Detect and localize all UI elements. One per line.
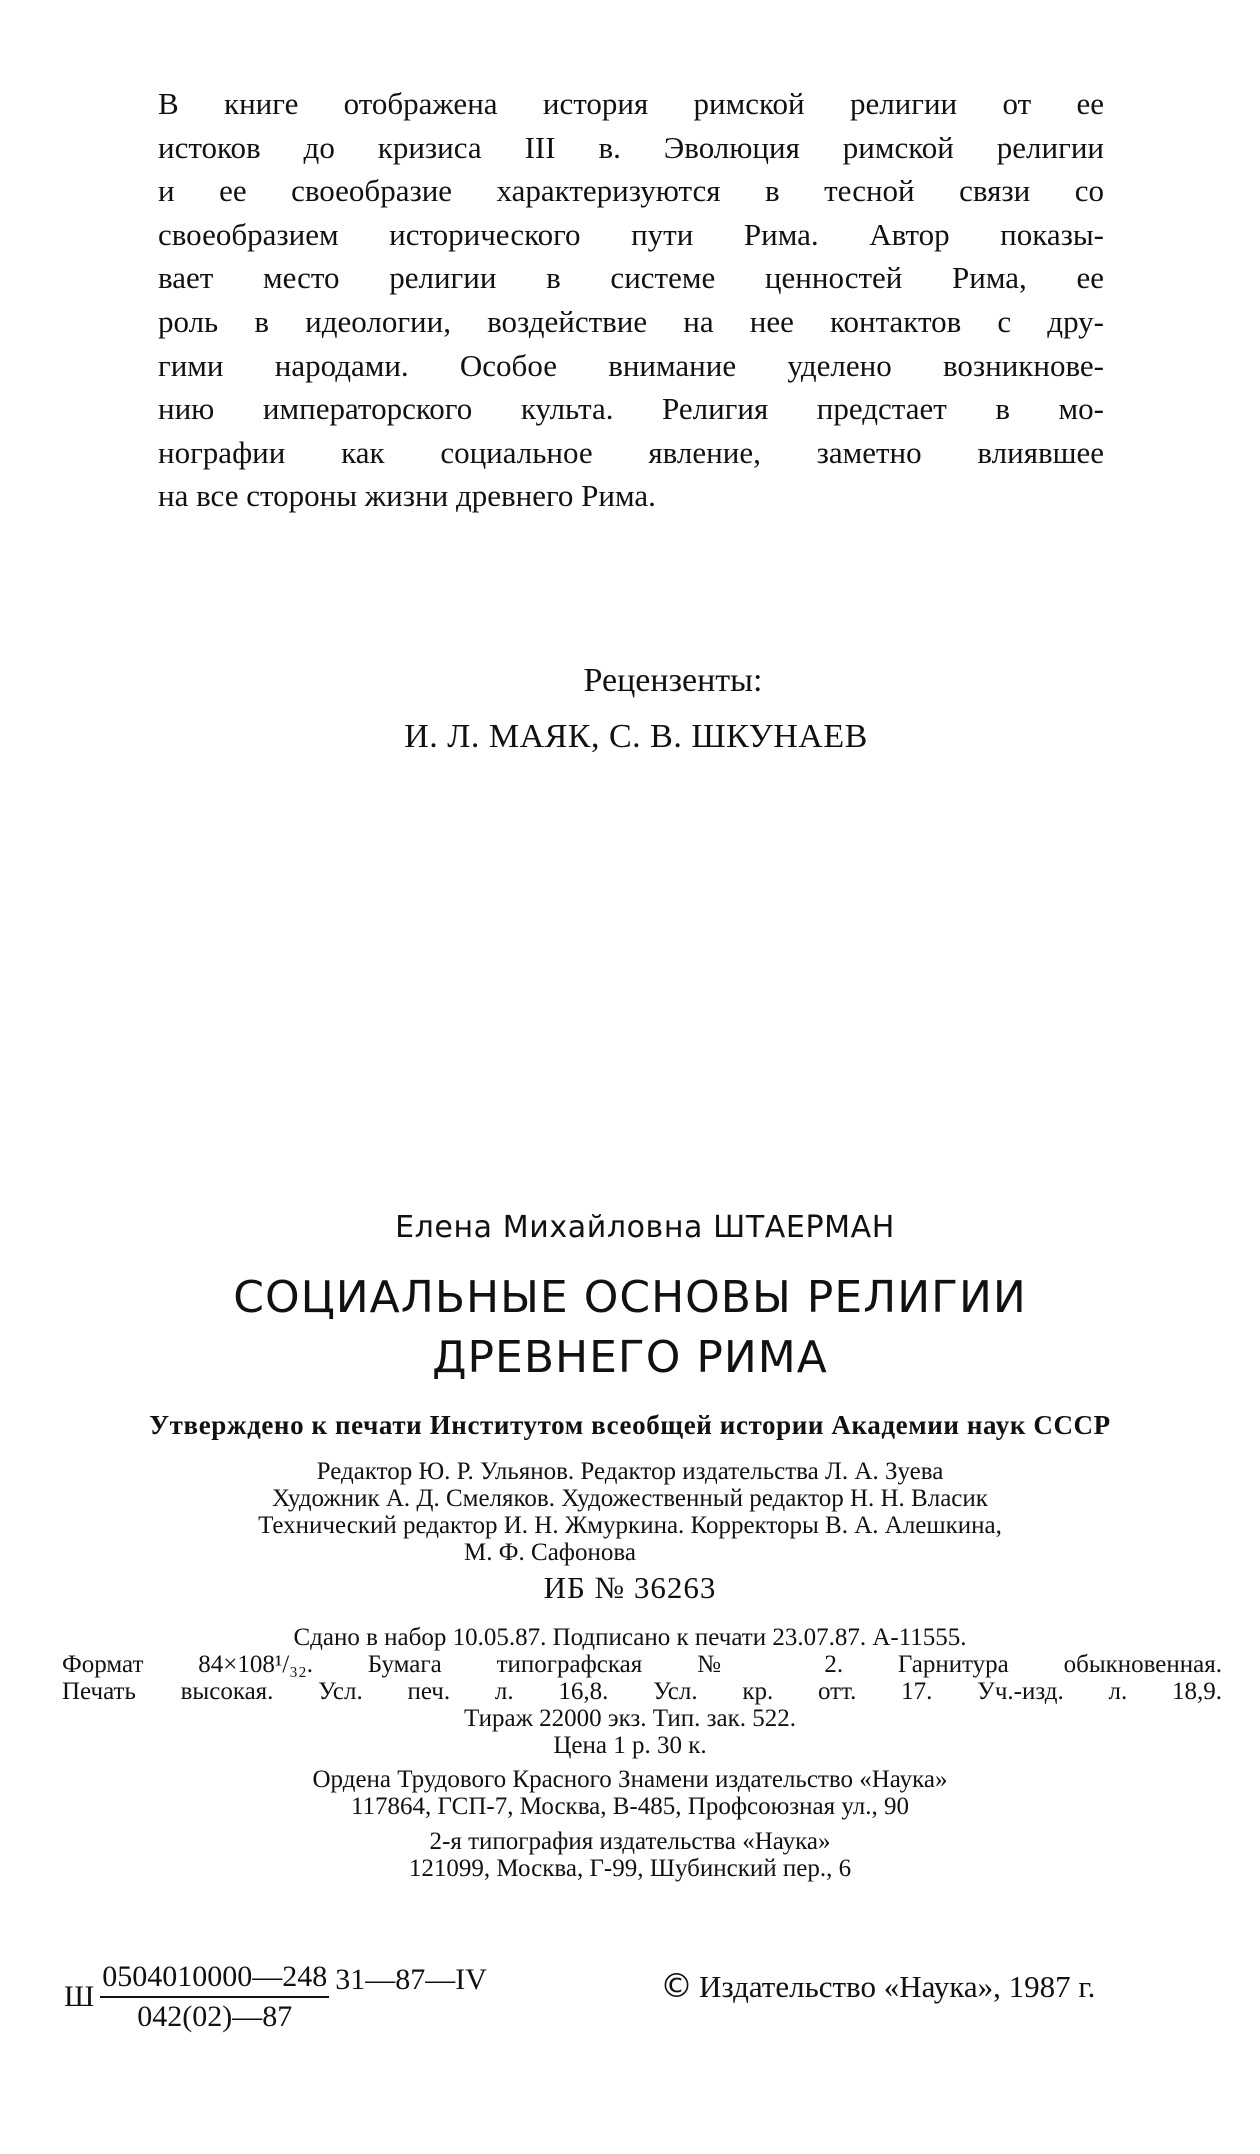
biblio-suffix: 31—87—IV [335,1963,487,1996]
abstract-line: роль в идеологии, воздействие на нее контактов с дру- [158,303,1104,339]
abstract-line: нографии как социальное явление, заметно влиявшее [158,434,1104,470]
abstract-line: В книге отображена история римской религии от ее [158,86,1104,121]
print-dates: Сдано в набор 10.05.87. Подписано к печати 23.07.87. А-11555. [293,1624,967,1651]
copyright-text: Издательство «Наука», 1987 г. [699,1969,1096,2004]
format-line: Формат 84×108¹/₃₂. Бумага типографская № 2. Гарнитура обыкновенная. [62,1651,1222,1678]
book-title-line-2: ДРЕВНЕГО РИМА [432,1332,828,1383]
abstract-line: гими народами. Особое внимание уделено возникнове- [158,347,1104,383]
credit-line: М. Ф. Сафонова [464,1539,636,1566]
publisher-address: 117864, ГСП-7, Москва, В-485, Профсоюзная ул., 90 [350,1793,910,1820]
bibliographic-code [64,1960,487,2034]
copyright-icon: © [660,1966,693,2005]
abstract-line: вает место религии в системе ценностей Рима, ее [158,260,1104,296]
biblio-numerator: 0504010000—248 [100,1960,329,1998]
biblio-fraction [100,1960,329,2034]
abstract-line: своеобразием исторического пути Рима. Автор показы- [158,216,1104,252]
abstract-line: и ее своеобразие характеризуются в тесной связи со [158,173,1104,209]
reviewers-label: Рецензенты: [583,662,763,699]
editorial-credits [0,1458,1260,1566]
reviewers-names: И. Л. МАЯК, С. В. ШКУНАЕВ [404,718,868,755]
printer-address: 121099, Москва, Г-99, Шубинский пер., 6 [408,1855,852,1882]
ib-number: ИБ № 36263 [543,1570,717,1605]
run-line: Тираж 22000 экз. Тип. зак. 522. [463,1705,797,1732]
printer-info [0,1828,1260,1882]
copyright-line [660,1966,1095,2005]
abstract-line: нию императорского культа. Религия предстает в мо- [158,391,1104,427]
publisher-name: Ордена Трудового Красного Знамени издательство «Наука» [312,1766,948,1793]
price: Цена 1 р. 30 к. [553,1732,707,1759]
print-line: Печать высокая. Усл. печ. л. 16,8. Усл. кр. отт. 17. Уч.-изд. л. 18,9. [62,1678,1222,1705]
book-title-line-1: СОЦИАЛЬНЫЕ ОСНОВЫ РЕЛИГИИ [233,1272,1027,1323]
book-author: Елена Михайловна ШТАЕРМАН [395,1210,895,1245]
abstract-line: истоков до кризиса III в. Эволюция римской религии [158,129,1104,165]
print-specs [62,1651,1222,1705]
printer-name: 2-я типография издательства «Наука» [429,1828,831,1855]
abstract-paragraph [158,82,1104,518]
abstract-line: на все стороны жизни древнего Рима. [158,478,656,514]
biblio-prefix: Ш [64,1980,95,2013]
credit-line: Технический редактор И. Н. Жмуркина. Корректоры В. А. Алешкина, [258,1512,1002,1539]
biblio-denominator: 042(02)—87 [137,2000,293,2033]
credit-line: Редактор Ю. Р. Ульянов. Редактор издательства Л. А. Зуева [316,1458,944,1485]
credit-line: Художник А. Д. Смеляков. Художественный редактор Н. Н. Власик [272,1485,988,1512]
approval-statement: Утверждено к печати Институтом всеобщей истории Академии наук СССР [149,1410,1111,1440]
publisher-info [0,1766,1260,1820]
